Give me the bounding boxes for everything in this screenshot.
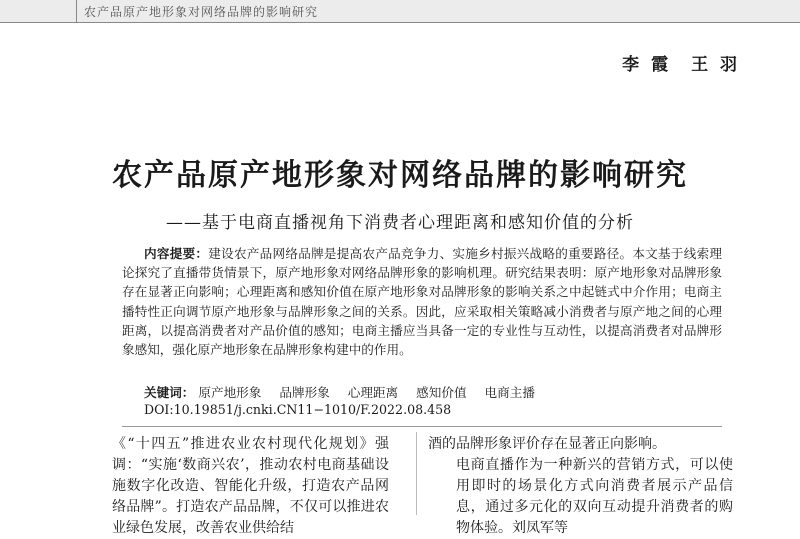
body-paragraph: 酒的品牌形象评价存在显著正向影响。: [428, 436, 666, 452]
keyword: 品牌形象: [279, 385, 330, 400]
body-paragraph: 电商直播作为一种新兴的营销方式，可以使用即时的场景化方式向消费者展示产品信息，通过多元化的双向互动提升消费者的购物体验。刘凤军等: [456, 457, 733, 536]
doi: DOI:10.19851/j.cnki.CN11−1010/F.2022.08.458: [144, 402, 452, 417]
abstract-label: 内容提要：: [144, 246, 209, 261]
body-column-right: [428, 434, 733, 539]
column-divider: [416, 432, 417, 515]
paper-title: 农产品原产地形象对网络品牌的影响研究: [112, 158, 688, 193]
keyword: 心理距离: [347, 385, 399, 400]
keywords-label: 关键词：: [144, 385, 195, 400]
section-divider: [122, 426, 722, 427]
keyword: 电商主播: [484, 385, 535, 400]
keywords: [144, 382, 549, 401]
abstract: [122, 244, 722, 359]
running-header: [0, 0, 800, 23]
keyword: 感知价值: [416, 385, 467, 400]
abstract-text: 建设农产品网络品牌是提高农产品竞争力、实施乡村振兴战略的重要路径。本文基于线索理论探究了直播带货情景下，原产地形象对网络品牌形象的影响机理。研究结果表明：原产地形象对品牌形象存在显著正向影响；心理距离和感知价值在原产地形象对品牌形象的影响关系之中起链式中介作用；电商主播特性正向调节原产地形象与品牌形象之间的关系。因此，应采取相关策略减小消费者与原产地之间的心理距离，以提高消费者对产品价值的感知；电商主播应当具备一定的专业性与互动性，以提高消费者对品牌形象感知，强化原产地形象在品牌形象构建中的作用。: [122, 246, 723, 358]
header-rule: [76, 0, 77, 22]
running-title: 农产品原产地形象对网络品牌的影响研究: [84, 5, 319, 19]
paper-subtitle: ——基于电商直播视角下消费者心理距离和感知价值的分析: [166, 213, 634, 233]
keyword: 原产地形象: [198, 385, 262, 400]
body-column-left: [84, 434, 389, 539]
authors: 李 霞 王 羽: [622, 55, 740, 75]
body-paragraph: 《“十四五”推进农业农村现代化规划》强调：“实施‘数商兴农’，推动农村电商基础设施数字化改造、智能化升级，打造农产品网络品牌”。打造农产品品牌，不仅可以推进农业绿色发展，改善农业供给结: [112, 436, 389, 536]
